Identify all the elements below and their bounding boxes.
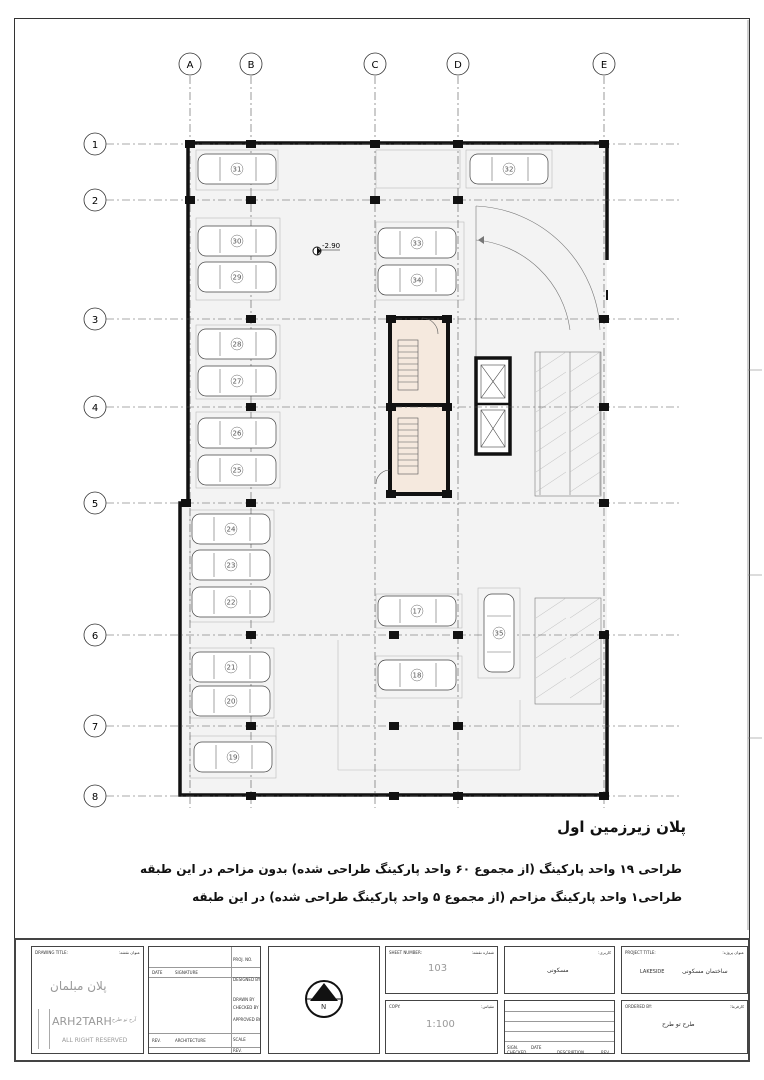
parking-number: 29: [232, 273, 242, 282]
north-label: N: [321, 1003, 327, 1011]
project-title-value-fa: ساختمان مسکونی: [682, 968, 728, 975]
parking-space-35: [484, 594, 514, 672]
parking-number: 35: [494, 629, 504, 638]
revision-table: [504, 1000, 615, 1054]
grid-label-A: A: [186, 60, 194, 71]
watermark-fa: آرح تو طرح: [112, 1017, 137, 1023]
sheet-number-label: SHEET NUMBER:: [389, 950, 422, 955]
parking-number: 28: [232, 340, 242, 349]
column: [442, 403, 452, 411]
signature-label: SIGNATURE: [175, 970, 198, 975]
parking-number: 32: [504, 165, 514, 174]
usage-value: مسکونی: [547, 967, 569, 974]
column: [453, 722, 463, 730]
plan-title: پلان زیرزمین اول: [557, 818, 686, 836]
column: [599, 140, 609, 148]
column: [246, 499, 256, 507]
rev-label: REV.: [152, 1038, 161, 1043]
drawing-title-label: DRAWING TITLE:: [35, 950, 68, 955]
parking-space-17: [378, 596, 456, 626]
column: [599, 403, 609, 411]
proj-no-label: PROJ. NO.: [233, 957, 253, 962]
copy-fa-label: مقیاس:: [481, 1004, 494, 1009]
parking-number: 21: [226, 663, 236, 672]
approved-by-label: APPROVED BY: [233, 1017, 262, 1022]
grid-label-8: 8: [91, 792, 99, 803]
watermark-sub: ALL RIGHT RESERVED: [62, 1037, 128, 1044]
parking-space-23: [192, 550, 270, 580]
project-title-value-en: LAKESIDE: [640, 969, 665, 975]
column: [599, 792, 609, 800]
scale-label: SCALE: [233, 1037, 246, 1042]
project-title-label: PROJECT TITLE:: [625, 950, 656, 955]
rev-label-2: REV.: [233, 1048, 242, 1053]
rev-label-3: REV.: [601, 1050, 610, 1055]
drawing-title-fa-label: عنوان نقشه:: [118, 950, 140, 955]
grid-label-E: E: [600, 60, 608, 71]
column: [389, 792, 399, 800]
parking-number: 24: [226, 525, 236, 534]
level-value: -2.90: [322, 242, 341, 250]
sheet-number-fa-label: شماره نقشه:: [471, 950, 494, 955]
grid-label-D: D: [454, 60, 462, 71]
sheet-number-value: 103: [428, 963, 448, 974]
column: [370, 140, 380, 148]
column: [442, 490, 452, 498]
parking-space-24: [192, 514, 270, 544]
column: [442, 315, 452, 323]
drawn-by-label: DRAWN BY: [233, 997, 255, 1002]
parking-space-34: [378, 265, 456, 295]
column: [246, 196, 256, 204]
parking-space-28: [198, 329, 276, 359]
column: [453, 140, 463, 148]
parking-number: 27: [232, 377, 242, 386]
column: [599, 499, 609, 507]
grid-label-3: 3: [91, 315, 99, 326]
column: [181, 499, 191, 507]
parking-number: 34: [412, 276, 422, 285]
parking-number: 26: [232, 429, 242, 438]
parking-space-33: [378, 228, 456, 258]
parking-space-18: [378, 660, 456, 690]
grid-label-2: 2: [91, 196, 99, 207]
description-label: DESCRIPTION: [557, 1050, 585, 1055]
ordered-by-fa-label: کارفرما:: [730, 1004, 744, 1009]
column: [386, 315, 396, 323]
ordered-by-label: ORDERED BY:: [625, 1004, 652, 1009]
column: [453, 792, 463, 800]
parking-number: 19: [228, 753, 238, 762]
column: [246, 792, 256, 800]
parking-space-26: [198, 418, 276, 448]
checked-by-label: CHECKED BY: [233, 1005, 259, 1010]
parking-space-20: [192, 686, 270, 716]
description-line-2: طراحی۱ واحد پارکینگ مزاحم (از مجموع ۵ واحد پارکینگ طراحی شده) در این طبقه: [192, 890, 682, 904]
parking-space-27: [198, 366, 276, 396]
parking-number: 30: [232, 237, 242, 246]
copy-label: COPY:: [389, 1004, 401, 1009]
grid-label-4: 4: [91, 403, 99, 414]
parking-number: 31: [232, 165, 242, 174]
description-line-1: طراحی ۱۹ واحد پارکینگ (از مجموع ۶۰ واحد پارکینگ طراحی شده) بدون مزاحم در این طبقه: [139, 862, 682, 876]
column: [599, 315, 609, 323]
drawing-title-cell: [31, 946, 144, 1054]
date-label-2: DATE: [531, 1045, 542, 1050]
grid-label-1: 1: [91, 140, 99, 151]
column: [185, 140, 195, 148]
parking-space-21: [192, 652, 270, 682]
parking-space-19: [194, 742, 272, 772]
scale-value: 1:100: [426, 1019, 455, 1030]
column: [453, 631, 463, 639]
usage-fa-label: کاربری:: [598, 950, 611, 955]
parking-number: 25: [232, 466, 242, 475]
sheet-number-cell: [385, 946, 498, 994]
north-arrow-cell: [268, 946, 380, 1054]
watermark-logo: ARH2TARH: [52, 1015, 112, 1028]
column: [246, 315, 256, 323]
column: [599, 631, 609, 639]
parking-space-32: [470, 154, 548, 184]
column: [246, 403, 256, 411]
signature-table: [148, 946, 261, 1054]
project-title-fa-label: عنوان پروژه:: [722, 950, 744, 955]
parking-number: 18: [412, 671, 422, 680]
watermark-pillar-icon: [38, 1009, 50, 1049]
column: [246, 631, 256, 639]
parking-number: 33: [412, 239, 422, 248]
parking-space-22: [192, 587, 270, 617]
grid-label-5: 5: [91, 499, 99, 510]
grid-label-B: B: [247, 60, 255, 71]
column: [370, 196, 380, 204]
column: [386, 490, 396, 498]
grid-label-C: C: [371, 60, 379, 71]
date-label: DATE: [152, 970, 163, 975]
parking-number: 23: [226, 561, 236, 570]
parking-number: 17: [412, 607, 422, 616]
ordered-by-cell: [621, 1000, 748, 1054]
column: [246, 140, 256, 148]
north-arrow-icon: [269, 947, 381, 1055]
grid-label-6: 6: [91, 631, 99, 642]
checked-label: CHECKED: [507, 1050, 527, 1055]
parking-space-25: [198, 455, 276, 485]
column: [246, 722, 256, 730]
column: [389, 722, 399, 730]
usage-cell: [504, 946, 615, 994]
column: [185, 196, 195, 204]
designed-by-label: DESIGNED BY: [233, 977, 261, 982]
parking-space-30: [198, 226, 276, 256]
column: [453, 196, 463, 204]
project-title-cell: [621, 946, 748, 994]
grid-label-7: 7: [91, 722, 99, 733]
ordered-by-value: طرح تو طرح: [662, 1021, 695, 1028]
parking-number: 22: [226, 598, 236, 607]
parking-space-29: [198, 262, 276, 292]
parking-number: 20: [226, 697, 236, 706]
parking-space-31: [198, 154, 276, 184]
scale-cell: [385, 1000, 498, 1054]
architecture-label: ARCHITECTURE: [175, 1038, 206, 1043]
drawing-title-value: پلان مبلمان: [50, 979, 107, 993]
sign-label: SIGN.: [507, 1045, 519, 1050]
column: [389, 631, 399, 639]
column: [386, 403, 396, 411]
